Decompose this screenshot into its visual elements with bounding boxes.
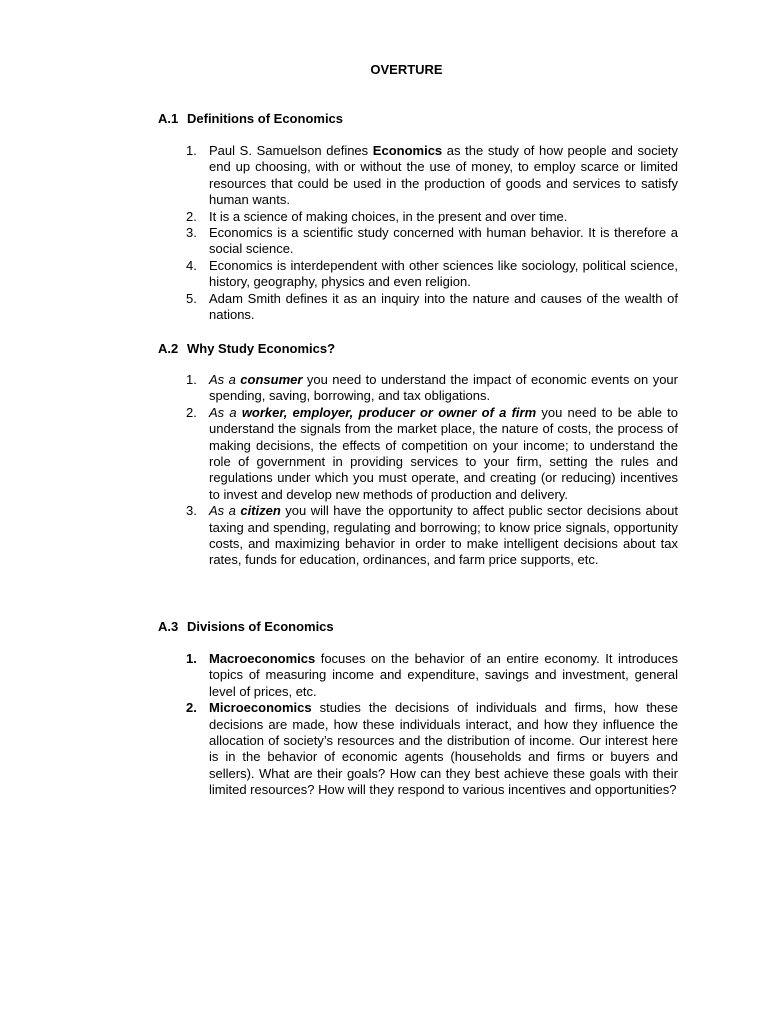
item-text: It is a science of making choices, in the present and over time. (209, 208, 568, 224)
list-item (186, 700, 678, 798)
item-term: citizen (240, 503, 281, 519)
item-text: studies the decisions of individuals and firms, how these decisions are made, how these individuals interact, and how they influence the allocation of society’s resources and the distribution of income. Our interest here is in the behavior of economic agents (households and firms or buyers and sellers). What are their goals? How can they best achieve these goals with their limited resources? How will they respond to various incentives and opportunities? (209, 700, 678, 798)
section-heading-divisions (158, 619, 334, 635)
list-marker: 2. (186, 700, 197, 716)
item-text: Adam Smith defines it as an inquiry into the nature and causes of the wealth of nations. (209, 290, 678, 323)
list-marker: 2. (186, 404, 197, 420)
section-title: Why Study Economics? (187, 341, 336, 356)
definitions-list (186, 143, 678, 323)
item-lead: Paul S. Samuelson defines (209, 143, 373, 158)
section-heading-why-study (158, 341, 335, 357)
list-item (186, 291, 678, 324)
item-term: worker, employer, producer or owner of a firm (241, 404, 537, 420)
document-title: OVERTURE (370, 62, 443, 77)
list-marker: 1. (186, 143, 197, 158)
item-term: consumer (240, 372, 303, 387)
item-text: you will have the opportunity to affect public sector decisions about taxing and spending, regulating and borrowing; to know price signals, opportunity costs, and maximizing behavior in order to make intelligent decisions about tax rates, funds for education, ordinances, and farm price supports, etc. (209, 503, 679, 568)
item-text: Economics is interdependent with other sciences like sociology, political science, history, geography, physics and even religion. (209, 257, 678, 290)
list-marker: 3. (186, 503, 197, 519)
list-marker: 4. (186, 257, 197, 273)
list-item (186, 209, 678, 225)
item-term: Economics (372, 143, 443, 158)
item-text: you need to understand the impact of economic events on your spending, saving, borrowing, and tax obligations. (209, 372, 678, 404)
list-marker: 1. (186, 372, 197, 387)
section-title: Definitions of Economics (187, 111, 344, 126)
list-item (186, 503, 678, 569)
section-heading-definitions (158, 111, 343, 127)
section-number: A.1 (158, 111, 179, 126)
item-text: as the study of how people and society end up choosing, with or without the use of money, to employ scarce or limited resources that could be used in the production of goods and services to satisfy human wants. (209, 143, 678, 208)
item-term: Macroeconomics (209, 651, 316, 666)
list-marker: 3. (186, 225, 197, 241)
list-item (186, 225, 678, 258)
list-item (186, 651, 678, 700)
section-number: A.3 (158, 619, 179, 634)
list-item (186, 405, 678, 503)
item-term: Microeconomics (209, 700, 312, 716)
item-lead: As a (209, 372, 241, 387)
why-study-list (186, 372, 678, 569)
divisions-list (186, 651, 678, 799)
section-number: A.2 (158, 341, 179, 356)
item-text: you need to be able to understand the signals from the market place, the nature of costs, the process of making decisions, the effects of competition on your income; to understand the role of government in providing services to your firm, setting the rules and regulations under which you must operate, and creating (or reducing) incentives to invest and develop new methods of production and delivery. (209, 404, 678, 502)
list-marker: 1. (186, 651, 197, 666)
list-item (186, 372, 678, 405)
item-text: focuses on the behavior of an entire economy. It introduces topics of measuring income and expenditure, savings and investment, general level of prices, etc. (209, 651, 678, 699)
item-lead: As a (209, 503, 241, 519)
list-marker: 2. (186, 208, 197, 224)
list-item (186, 258, 678, 291)
list-item (186, 143, 678, 209)
item-lead: As a (209, 404, 242, 420)
list-marker: 5. (186, 290, 197, 306)
item-text: Economics is a scientific study concerned with human behavior. It is therefore a social science. (209, 225, 678, 257)
section-title: Divisions of Economics (187, 619, 334, 634)
